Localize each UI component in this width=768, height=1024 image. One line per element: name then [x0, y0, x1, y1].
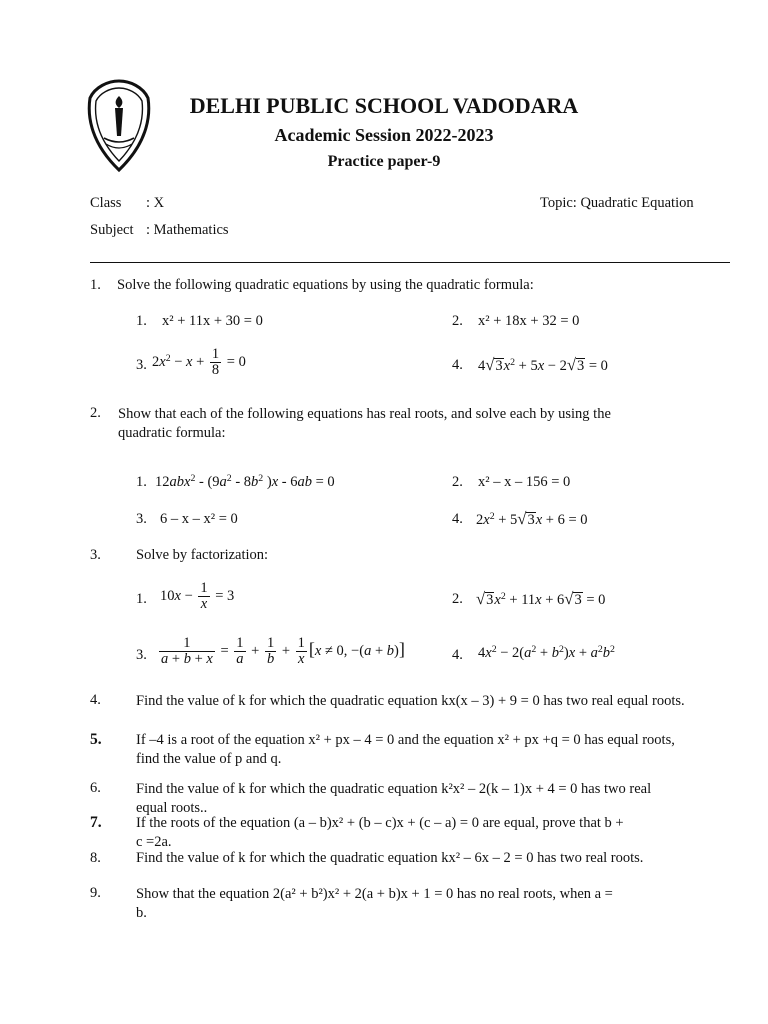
- q3-part1-number: 1.: [136, 591, 147, 607]
- q1-part2-number: 2.: [452, 313, 463, 329]
- q1-part3-number: 3.: [136, 357, 147, 373]
- q1-part2-equation: x² + 18x + 32 = 0: [478, 313, 580, 329]
- q6-text: Find the value of k for which the quadratic equation k²x² – 2(k – 1)x + 4 = 0 has two real equal roots..: [136, 781, 652, 816]
- q3-part2-equation: $√3x^2 + 11x + 6√3 = 0$: [476, 589, 606, 608]
- header-divider: [90, 262, 730, 263]
- q8-text: Find the value of k for which the quadratic equation kx² – 6x – 2 = 0 has two real roots.: [136, 850, 644, 866]
- q2-part2-equation: x² – x – 156 = 0: [478, 474, 571, 490]
- q2-part3-number: 3.: [136, 511, 147, 527]
- q3-part4-equation: $4x^2 - 2(a^2 + b^2)x + a^2b^2$: [478, 644, 615, 661]
- class-value: : X: [146, 195, 165, 211]
- q7-text: If the roots of the equation (a – b)x² + (b – c)x + (c – a) = 0 are equal, prove that b + c =2a.: [136, 815, 624, 850]
- q1-part4-number: 4.: [452, 357, 463, 373]
- school-name: DELHI PUBLIC SCHOOL VADODARA: [189, 93, 579, 118]
- q3-part1-equation: 10x − $\frac{1}{x}$ = 3: [160, 580, 235, 613]
- topic: Topic: Quadratic Equation: [540, 195, 694, 211]
- q3-part3-number: 3.: [136, 647, 147, 663]
- q2-part2-number: 2.: [452, 474, 463, 490]
- q2-part1-number: 1.: [136, 474, 147, 490]
- q3-part2-number: 2.: [452, 591, 463, 607]
- q2-part4-equation: $2x^2 + 5√3x + 6 = 0$: [476, 509, 588, 528]
- q3-text: Solve by factorization:: [136, 547, 269, 563]
- q2-part4-number: 4.: [452, 511, 463, 527]
- subject-label: Subject: [90, 222, 134, 238]
- q3-part4-number: 4.: [452, 647, 463, 663]
- q2-part3-equation: 6 – x – x² = 0: [160, 511, 238, 527]
- q3-part3-equation: $\frac{1}{a + b + x}$ = $\frac{1}{a}$ + $\frac{1}{b}$ + $\frac{1}{x}$ [x ≠ 0, −(a + b)]: [161, 635, 405, 668]
- q2-part1-equation: $12abx^2 - (9a^2 - 8b^2$ )x - 6ab = 0: [155, 473, 335, 490]
- class-label: Class: [90, 195, 122, 211]
- academic-session: Academic Session 2022-2023: [274, 125, 494, 145]
- q2-number: 2.: [90, 405, 101, 421]
- subject-value: : Mathematics: [146, 222, 229, 238]
- q5-number: 5.: [90, 731, 102, 748]
- q1-part4-equation: $4√3x^2 + 5x - 2√3 = 0$: [478, 355, 608, 374]
- q2-text: Show that each of the following equations has real roots, and solve each by using the quadratic formula:: [118, 406, 611, 441]
- q1-text: Solve the following quadratic equations by using the quadratic formula:: [117, 277, 534, 293]
- q4-number: 4.: [90, 692, 101, 708]
- q8-number: 8.: [90, 850, 101, 866]
- q3-number: 3.: [90, 547, 101, 563]
- paper-title: Practice paper-9: [327, 153, 441, 170]
- q4-text: Find the value of k for which the quadratic equation kx(x – 3) + 9 = 0 has two real equal roots.: [136, 693, 685, 709]
- q9-text: Show that the equation 2(a² + b²)x² + 2(a + b)x + 1 = 0 has no real roots, when a = b.: [136, 886, 613, 921]
- q1-part1-equation: x² + 11x + 30 = 0: [162, 313, 263, 329]
- q5-text: If –4 is a root of the equation x² + px – 4 = 0 and the equation x² + px +q = 0 has equal roots, find the value of p and q.: [136, 732, 675, 767]
- q6-number: 6.: [90, 780, 101, 796]
- q9-number: 9.: [90, 885, 101, 901]
- q7-number: 7.: [90, 814, 102, 831]
- q1-number: 1.: [90, 277, 101, 293]
- q1-part1-number: 1.: [136, 313, 147, 329]
- q1-part3-equation: $2x^2 - x$ + $\frac{1}{8}$ = 0: [152, 346, 246, 379]
